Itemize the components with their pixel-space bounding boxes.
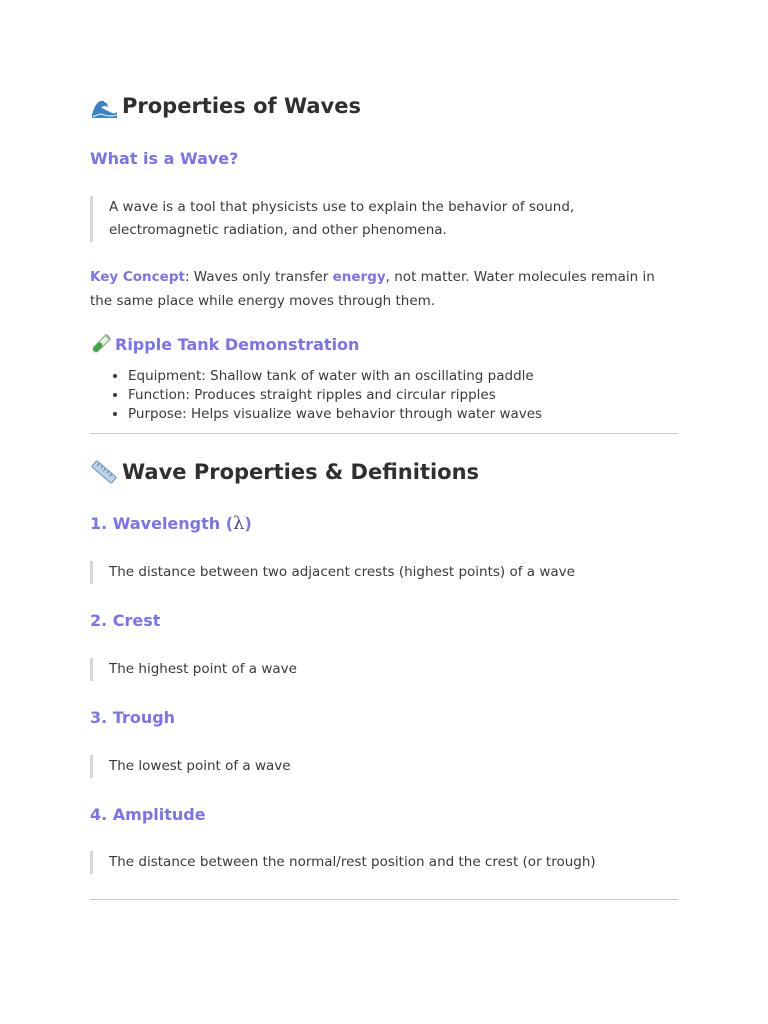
- heading-crest: 2. Crest: [90, 611, 161, 630]
- definition-text: The distance between two adjacent crests (highest points) of a wave: [109, 564, 575, 580]
- definition-text: The highest point of a wave: [109, 661, 297, 677]
- section-title-text: Wave Properties & Definitions: [122, 460, 480, 484]
- lambda-symbol: λ: [233, 513, 245, 534]
- ripple-tank-list: [90, 367, 688, 424]
- ripple-heading-text: Ripple Tank Demonstration: [115, 334, 360, 354]
- blockquote-trough: [90, 755, 678, 778]
- heading-ripple-tank: [90, 333, 359, 355]
- list-item: • Purpose: Helps visualize wave behavior through water waves: [128, 405, 688, 424]
- section-title-wave-properties: [90, 459, 479, 485]
- divider: [90, 433, 678, 434]
- section-title-properties: [90, 93, 361, 119]
- section-title-text: Properties of Waves: [122, 94, 361, 118]
- heading-what-is-wave: What is a Wave?: [90, 149, 239, 168]
- list-item: • Function: Produces straight ripples and circular ripples: [128, 386, 688, 405]
- divider: [90, 899, 678, 900]
- blockquote-wavelength: [90, 561, 678, 584]
- heading-amplitude: 4. Amplitude: [90, 805, 206, 824]
- blockquote-wave-definition: [90, 196, 678, 242]
- ruler-icon: [90, 459, 118, 485]
- key-concept-highlight: energy: [332, 269, 386, 285]
- key-concept-pre: : Waves only transfer: [184, 269, 333, 285]
- blockquote-amplitude: [90, 851, 678, 874]
- key-concept-paragraph: [90, 265, 678, 313]
- key-concept-post: , not matter. Water molecules remain in the same place while energy moves through them.: [90, 269, 655, 309]
- wave-icon: [90, 93, 118, 119]
- heading-wavelength: [90, 513, 252, 534]
- definition-text: The lowest point of a wave: [109, 758, 291, 774]
- definition-heading-end: ): [244, 514, 252, 533]
- definition-text: The distance between the normal/rest position and the crest (or trough): [109, 854, 596, 870]
- blockquote-crest: [90, 658, 678, 681]
- key-concept-label: Key Concept: [90, 269, 185, 285]
- list-item: • Equipment: Shallow tank of water with an oscillating paddle: [128, 367, 688, 386]
- test-tube-icon: [90, 333, 112, 355]
- definition-heading: 1. Wavelength (: [90, 514, 234, 533]
- heading-trough: 3. Trough: [90, 708, 176, 727]
- blockquote-text: A wave is a tool that physicists use to explain the behavior of sound, electromagnetic radiation, and other phenomena.: [109, 199, 575, 238]
